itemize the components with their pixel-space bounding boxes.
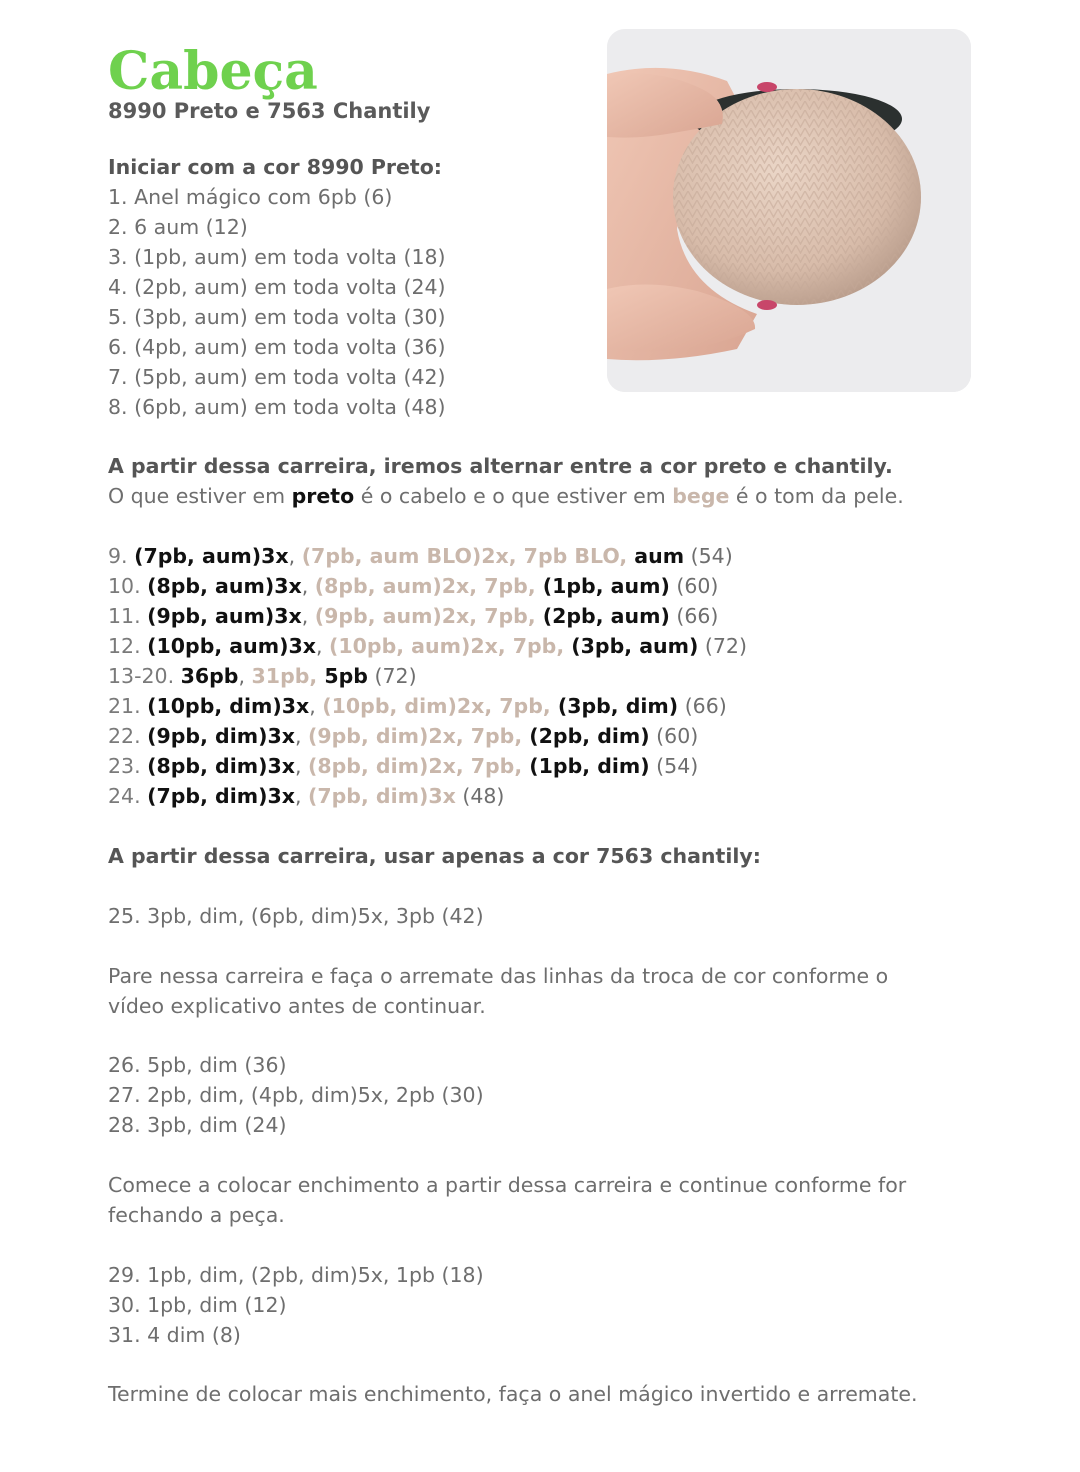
color-row	[108, 571, 988, 601]
black-stitches: (10pb, aum)3x	[147, 634, 316, 658]
note-text: é o tom da pele.	[729, 484, 904, 508]
black-stitches-end: (3pb, aum)	[571, 634, 699, 658]
separator: ,	[309, 694, 323, 718]
beige-stitches: (8pb, aum)2x, 7pb,	[314, 574, 543, 598]
black-stitches-end: (1pb, aum)	[542, 574, 670, 598]
separator: ,	[238, 664, 252, 688]
stitch-count: (54)	[684, 544, 733, 568]
row-number: 12.	[108, 634, 148, 658]
color-row	[108, 781, 988, 811]
color-row	[108, 661, 988, 691]
row-number: 23.	[108, 754, 148, 778]
rows-9-24-section	[108, 541, 988, 811]
black-stitches-end: 5pb	[324, 664, 368, 688]
black-stitches: (7pb, aum)3x	[134, 544, 289, 568]
stitch-count: (54)	[649, 754, 699, 778]
chantily-only-header: A partir dessa carreira, usar apenas a cor 7563 chantily:	[108, 844, 761, 868]
color-row	[108, 601, 988, 631]
color-row	[108, 751, 988, 781]
bege-keyword: bege	[672, 484, 730, 508]
beige-stitches: (8pb, dim)2x, 7pb,	[308, 754, 530, 778]
row-item: 6. (4pb, aum) em toda volta (36)	[108, 335, 446, 359]
black-stitches-end: aum	[634, 544, 685, 568]
row-number: 21.	[108, 694, 148, 718]
black-stitches: (7pb, dim)3x	[147, 784, 295, 808]
alternate-section	[108, 451, 988, 511]
row-number: 24.	[108, 784, 148, 808]
row-item: 1. Anel mágico com 6pb (6)	[108, 185, 393, 209]
stuffing-note-block	[108, 1170, 978, 1230]
color-row	[108, 721, 988, 751]
color-row	[108, 631, 988, 661]
chantily-section	[108, 841, 988, 871]
separator: ,	[294, 754, 308, 778]
row-number: 11.	[108, 604, 148, 628]
row-item: 2. 6 aum (12)	[108, 215, 248, 239]
black-stitches: (8pb, dim)3x	[147, 754, 295, 778]
stitch-count: (66)	[678, 694, 727, 718]
beige-stitches: (9pb, aum)2x, 7pb,	[314, 604, 543, 628]
row-item: 8. (6pb, aum) em toda volta (48)	[108, 395, 446, 419]
note-text: O que estiver em	[108, 484, 292, 508]
separator: ,	[294, 784, 308, 808]
row-item: 29. 1pb, dim, (2pb, dim)5x, 1pb (18)	[108, 1263, 484, 1287]
alternate-colors-header: A partir dessa carreira, iremos alternar entre a cor preto e chantily.	[108, 454, 893, 478]
black-stitches: (9pb, aum)3x	[147, 604, 302, 628]
color-row	[108, 541, 988, 571]
preto-keyword: preto	[291, 484, 355, 508]
separator: ,	[301, 574, 315, 598]
start-color-header: Iniciar com a cor 8990 Preto:	[108, 155, 443, 179]
beige-stitches: (7pb, aum BLO)2x, 7pb BLO,	[301, 544, 635, 568]
final-note: Termine de colocar mais enchimento, faça o anel mágico invertido e arremate.	[108, 1382, 918, 1406]
beige-stitches: (10pb, aum)2x, 7pb,	[329, 634, 572, 658]
stitch-count: (66)	[669, 604, 719, 628]
color-row	[108, 691, 988, 721]
row-number: 9.	[108, 544, 135, 568]
stuffing-note: Comece a colocar enchimento a partir dessa carreira e continue conforme for fechando a peça.	[108, 1173, 907, 1227]
stitch-count: (72)	[367, 664, 417, 688]
stitch-count: (60)	[669, 574, 719, 598]
page-title: Cabeça	[108, 41, 318, 102]
yarn-colors-subtitle: 8990 Preto e 7563 Chantily	[108, 99, 431, 123]
separator: ,	[288, 544, 302, 568]
black-stitches-end: (2pb, aum)	[542, 604, 670, 628]
beige-stitches: (10pb, dim)2x, 7pb,	[322, 694, 558, 718]
row-25-block	[108, 901, 988, 931]
row-item: 4. (2pb, aum) em toda volta (24)	[108, 275, 446, 299]
row-item: 3. (1pb, aum) em toda volta (18)	[108, 245, 446, 269]
color-legend-note	[108, 481, 988, 511]
beige-stitches: 31pb,	[251, 664, 325, 688]
row-item: 27. 2pb, dim, (4pb, dim)5x, 2pb (30)	[108, 1083, 484, 1107]
row-item: 30. 1pb, dim (12)	[108, 1293, 287, 1317]
final-note-block	[108, 1379, 988, 1409]
beige-stitches: (7pb, dim)3x	[308, 784, 456, 808]
separator: ,	[315, 634, 329, 658]
rows-26-28-section	[108, 1050, 988, 1140]
separator: ,	[301, 604, 315, 628]
black-stitches: (9pb, dim)3x	[147, 724, 295, 748]
black-stitches-end: (2pb, dim)	[529, 724, 650, 748]
black-stitches: 36pb	[180, 664, 239, 688]
stop-note: Pare nessa carreira e faça o arremate das linhas da troca de cor conforme o vídeo explicativo antes de continuar.	[108, 964, 889, 1018]
stitch-count: (48)	[455, 784, 505, 808]
row-item: 25. 3pb, dim, (6pb, dim)5x, 3pb (42)	[108, 904, 484, 928]
row-item: 26. 5pb, dim (36)	[108, 1053, 287, 1077]
row-item: 5. (3pb, aum) em toda volta (30)	[108, 305, 446, 329]
row-item: 28. 3pb, dim (24)	[108, 1113, 287, 1137]
black-stitches: (8pb, aum)3x	[147, 574, 302, 598]
row-number: 13-20.	[108, 664, 181, 688]
row-number: 22.	[108, 724, 148, 748]
rows-1-8-section	[108, 152, 988, 422]
black-stitches: (10pb, dim)3x	[147, 694, 310, 718]
stop-note-block	[108, 961, 928, 1021]
rows-29-31-section	[108, 1260, 988, 1350]
black-stitches-end: (3pb, dim)	[557, 694, 679, 718]
beige-stitches: (9pb, dim)2x, 7pb,	[308, 724, 530, 748]
note-text: é o cabelo e o que estiver em	[354, 484, 673, 508]
row-number: 10.	[108, 574, 148, 598]
row-item: 31. 4 dim (8)	[108, 1323, 241, 1347]
stitch-count: (60)	[649, 724, 699, 748]
separator: ,	[294, 724, 308, 748]
stitch-count: (72)	[698, 634, 747, 658]
black-stitches-end: (1pb, dim)	[529, 754, 650, 778]
row-item: 7. (5pb, aum) em toda volta (42)	[108, 365, 446, 389]
